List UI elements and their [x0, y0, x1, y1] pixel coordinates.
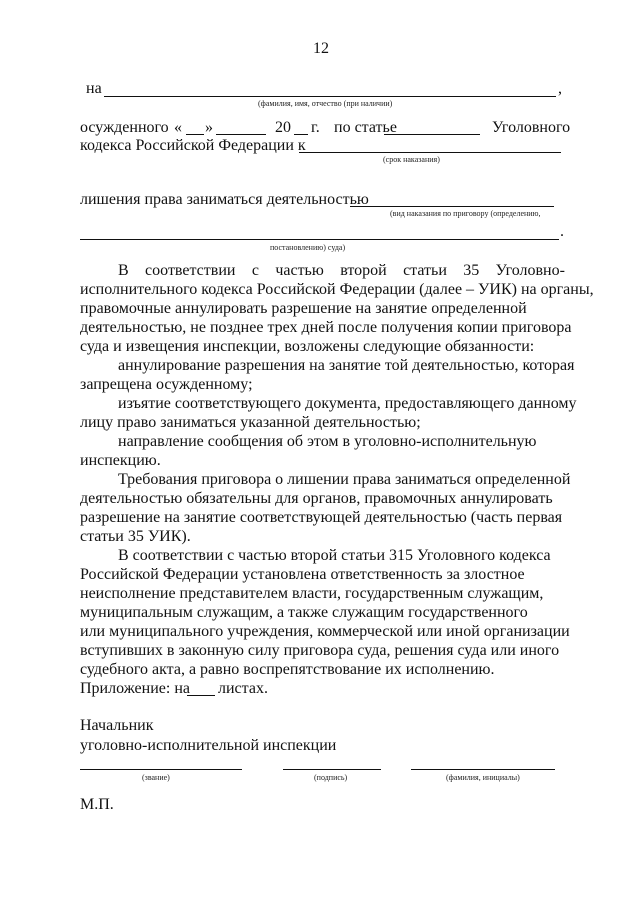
attachment-suffix: листах. [218, 680, 268, 697]
paragraph-1-line-4: деятельностью, не позднее трех дней после получения копии приговора [80, 319, 572, 336]
recipient-caption: (фамилия, имя, отчество (при наличии) [258, 99, 393, 108]
rank-caption: (звание) [142, 773, 170, 782]
signature-line [283, 769, 381, 770]
quote-open: « [174, 119, 182, 136]
day-line [186, 134, 204, 135]
by-article-label: по статье [334, 119, 397, 136]
code-line-label: кодекса Российской Федерации к [80, 137, 306, 154]
to-prefix: на [86, 80, 102, 97]
year-prefix: 20 [275, 119, 291, 136]
rank-line [80, 769, 242, 770]
paragraph-6-line-1: В соответствии с частью второй статьи 315 Уголовного кодекса [118, 547, 551, 564]
paragraph-6-line-4: муниципальным служащим, а также служащим государственного [80, 604, 528, 621]
name-line [411, 769, 555, 770]
paragraph-1-line-3: правомочные аннулировать разрешение на занятие определенной [80, 300, 527, 317]
stamp-label: М.П. [80, 796, 114, 813]
term-caption: (срок наказания) [383, 155, 440, 164]
sentence-line [350, 206, 554, 207]
paragraph-4-line-2: инспекцию. [80, 452, 161, 469]
sentence-caption-2: постановлению) суда) [270, 243, 346, 252]
sentence-dot: . [560, 223, 564, 240]
recipient-comma: , [558, 80, 562, 97]
term-line [299, 152, 561, 153]
paragraph-1-line-2: исполнительного кодекса Российской Федерации (далее – УИК) на органы, [80, 281, 594, 298]
paragraph-6-line-5: или муниципального учреждения, коммерческой или иной организации [80, 623, 570, 640]
paragraph-6-line-2: Российской Федерации установлена ответственность за злостное [80, 566, 525, 583]
deprivation-label: лишения права заниматься деятельностью [80, 191, 369, 208]
name-caption: (фамилия, инициалы) [446, 773, 520, 782]
paragraph-4-line-1: направление сообщения об этом в уголовно-исполнительную [118, 433, 537, 450]
signature-caption: (подпись) [314, 773, 348, 782]
paragraph-2-line-2: запрещена осужденному; [80, 376, 253, 393]
sentence-line-2 [80, 239, 559, 240]
quote-close: » [205, 119, 213, 136]
recipient-line [104, 96, 556, 97]
paragraph-6-line-3: неисполнение представителем власти, государственным служащим, [80, 585, 544, 602]
article-line [384, 134, 480, 135]
criminal-label: Уголовного [492, 119, 571, 136]
paragraph-2-line-1: аннулирование разрешения на занятие той деятельностью, которая [118, 357, 575, 374]
year-line [294, 134, 308, 135]
inspection-label: уголовно-исполнительной инспекции [80, 737, 337, 754]
paragraph-3-line-1: изъятие соответствующего документа, предоставляющего данному [118, 395, 577, 412]
convicted-label: осужденного [80, 119, 169, 136]
month-line [216, 134, 266, 135]
year-suffix: г. [311, 119, 320, 136]
sentence-caption-1: (вид наказания по приговору (определению, [390, 209, 541, 218]
paragraph-5-line-3: разрешение на занятие соответствующей деятельностью (часть первая [80, 509, 563, 526]
chief-label: Начальник [80, 717, 154, 734]
paragraph-6-line-7: судебного акта, а равно воспрепятствование их исполнению. [80, 661, 495, 678]
paragraph-1-line-1: В соответствии с частью второй статьи 35 Уголовно- [118, 262, 565, 279]
paragraph-3-line-2: лицу право заниматься указанной деятельностью; [80, 414, 421, 431]
page-number: 12 [313, 40, 329, 57]
attachment-prefix: Приложение: на [80, 680, 190, 697]
attachment-sheets-line [187, 695, 215, 696]
paragraph-5-line-1: Требования приговора о лишении права заниматься определенной [118, 471, 571, 488]
paragraph-5-line-4: статьи 35 УИК). [80, 528, 191, 545]
paragraph-6-line-6: вступивших в законную силу приговора суда, решения суда или иного [80, 642, 560, 659]
paragraph-1-line-5: суда и извещения инспекции, возложены следующие обязанности: [80, 338, 535, 355]
paragraph-5-line-2: деятельностью обязательны для органов, правомочных аннулировать [80, 490, 553, 507]
